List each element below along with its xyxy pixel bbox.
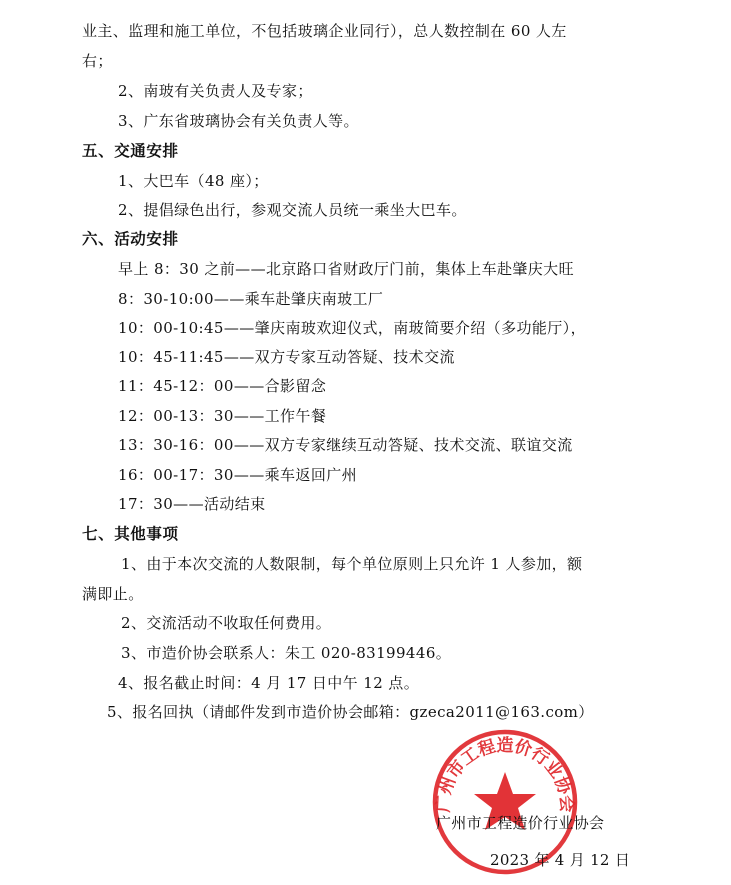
- signature-date: 2023 年 4 月 12 日: [490, 851, 631, 869]
- list-item: 2、提倡绿色出行，参观交流人员统一乘坐大巴车。: [118, 201, 467, 219]
- schedule-item: 16：00-17：30——乘车返回广州: [118, 466, 358, 484]
- schedule-item: 13：30-16：00——双方专家继续互动答疑、技术交流、联谊交流: [118, 436, 573, 454]
- list-item: 3、市造价协会联系人：朱工 020-83199446。: [121, 644, 452, 662]
- paragraph-line: 右；: [82, 52, 113, 70]
- signature-organization: 广州市工程造价行业协会: [436, 814, 605, 832]
- section-heading-transport: 五、交通安排: [82, 142, 179, 160]
- schedule-item: 17：30——活动结束: [118, 495, 266, 513]
- schedule-item: 8：30-10:00——乘车赴肇庆南玻工厂: [118, 290, 384, 308]
- list-item: 1、大巴车（48 座）；: [118, 172, 269, 190]
- schedule-item: 10：00-10:45——肇庆南玻欢迎仪式，南玻简要介绍（多功能厅），: [118, 319, 586, 337]
- schedule-item: 早上 8：30 之前——北京路口省财政厅门前，集体上车赴肇庆大旺: [118, 260, 574, 278]
- schedule-item: 12：00-13：30——工作午餐: [118, 407, 327, 425]
- paragraph-line: 满即止。: [82, 585, 144, 603]
- list-item: 5、报名回执（请邮件发到市造价协会邮箱：gzeca2011@163.com）: [107, 703, 594, 721]
- paragraph-line: 业主、监理和施工单位，不包括玻璃企业同行），总人数控制在 60 人左: [82, 22, 567, 40]
- seal-text: 广州市工程造价行业协会: [433, 735, 577, 813]
- list-item: 2、交流活动不收取任何费用。: [121, 614, 332, 632]
- section-heading-schedule: 六、活动安排: [82, 230, 179, 248]
- list-item: 4、报名截止时间：4 月 17 日中午 12 点。: [118, 674, 420, 692]
- list-item: 3、广东省玻璃协会有关负责人等。: [118, 112, 359, 130]
- schedule-item: 11：45-12：00——合影留念: [118, 377, 327, 395]
- list-item: 1、由于本次交流的人数限制，每个单位原则上只允许 1 人参加，额: [121, 555, 583, 573]
- section-heading-other: 七、其他事项: [82, 525, 179, 543]
- schedule-item: 10：45-11:45——双方专家互动答疑、技术交流: [118, 348, 455, 366]
- list-item: 2、南玻有关负责人及专家；: [118, 82, 313, 100]
